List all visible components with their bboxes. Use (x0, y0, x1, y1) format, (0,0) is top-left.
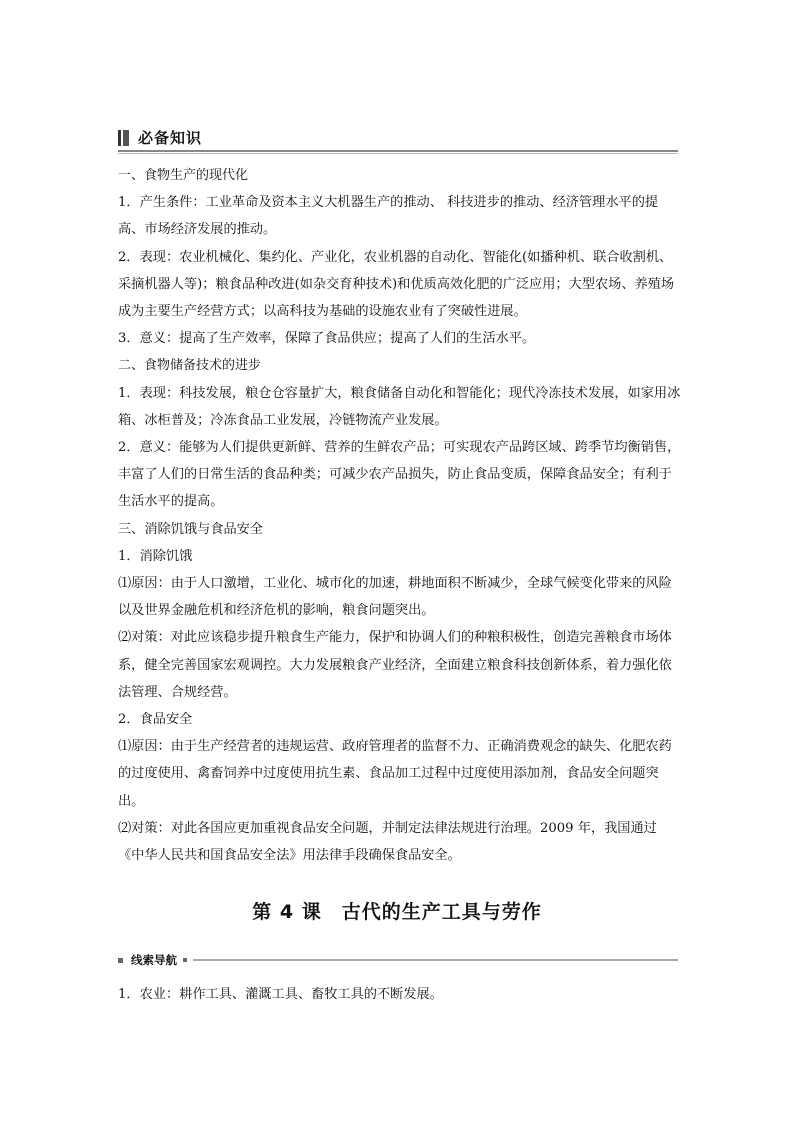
heading-3: 三、消除饥饿与食品安全 (118, 521, 264, 537)
guide-header (118, 951, 678, 969)
paragraph: ⑵对策：对此各国应更加重视食品安全问题，并制定法律法规进行治理。2009 年，我国通过《中华人民共和国食品安全法》用法律手段确保食品安全。 (118, 820, 657, 864)
heading-1: 一、食物生产的现代化 (118, 168, 249, 183)
guide-item: 1．农业：耕作工具、灌溉工具、畜牧工具的不断发展。 (118, 987, 443, 1002)
guide-label: 线索导航 (131, 953, 177, 967)
subheading: 1．消除饥饿 (118, 548, 193, 564)
section-divider (118, 150, 678, 152)
section-marker-icon (118, 130, 130, 146)
paragraph: 2．表现：农业机械化、集约化、产业化，农业机器的自动化、智能化(如播种机、联合收割机、采摘机器人等)；粮食品种改进(如杂交育种技术)和优质高效化肥的广泛应用；大型农场、养殖场成为主要生产经营方式；以高科技为基础的设施农业有了突破性进展。 (118, 249, 675, 320)
knowledge-content (118, 162, 683, 869)
section-divider-thin (118, 153, 678, 154)
paragraph: ⑴原因：由于人口激增，工业化、城市化的加速，耕地面积不断减少，全球气候变化带来的风险以及世界金融危机和经济危机的影响，粮食问题突出。 (118, 576, 672, 619)
guide-bullet-icon (118, 958, 123, 963)
section-title: 必备知识 (138, 129, 203, 147)
paragraph: 1．表现：科技发展，粮仓仓容量扩大，粮食储备自动化和智能化；现代冷冻技术发展，如家用冰箱、冰柜普及；冷冻食品工业发展，冷链物流产业发展。 (118, 385, 681, 428)
heading-2: 二、食物储备技术的进步 (118, 358, 262, 374)
subheading: 2．食品安全 (118, 712, 193, 728)
guide-dot-icon (183, 958, 187, 962)
paragraph: ⑴原因：由于生产经营者的违规运营、政府管理者的监督不力、正确消费观念的缺失、化肥农药的过度使用、禽畜饲养中过度使用抗生素、食品加工过程中过度使用添加剂，食品安全问题突出。 (118, 739, 672, 809)
paragraph: 2．意义：能够为人们提供更新鲜、营养的生鲜农产品；可实现农产品跨区域、跨季节均衡销售，丰富了人们的日常生活的食品种类；可减少农产品损失，防止食品变质，保障食品安全；有利于生活水平的提高。 (118, 440, 681, 510)
lesson-title: 第 4 课 古代的生产工具与劳作 (252, 901, 542, 923)
section-header (118, 127, 202, 148)
paragraph: 1．产生条件：工业革命及资本主义大机器生产的推动、 科技进步的推动、经济管理水平的提高、市场经济发展的推动。 (118, 195, 659, 238)
paragraph: ⑵对策：对此应该稳步提升粮食生产能力，保护和协调人们的种粮积极性，创造完善粮食市场体系，健全完善国家宏观调控。大力发展粮食产业经济，全面建立粮食科技创新体系，着力强化依法管理、合规经营。 (118, 630, 672, 700)
guide-divider (193, 959, 678, 961)
paragraph: 3．意义：提高了生产效率，保障了食品供应；提高了人们的生活水平。 (118, 331, 536, 347)
